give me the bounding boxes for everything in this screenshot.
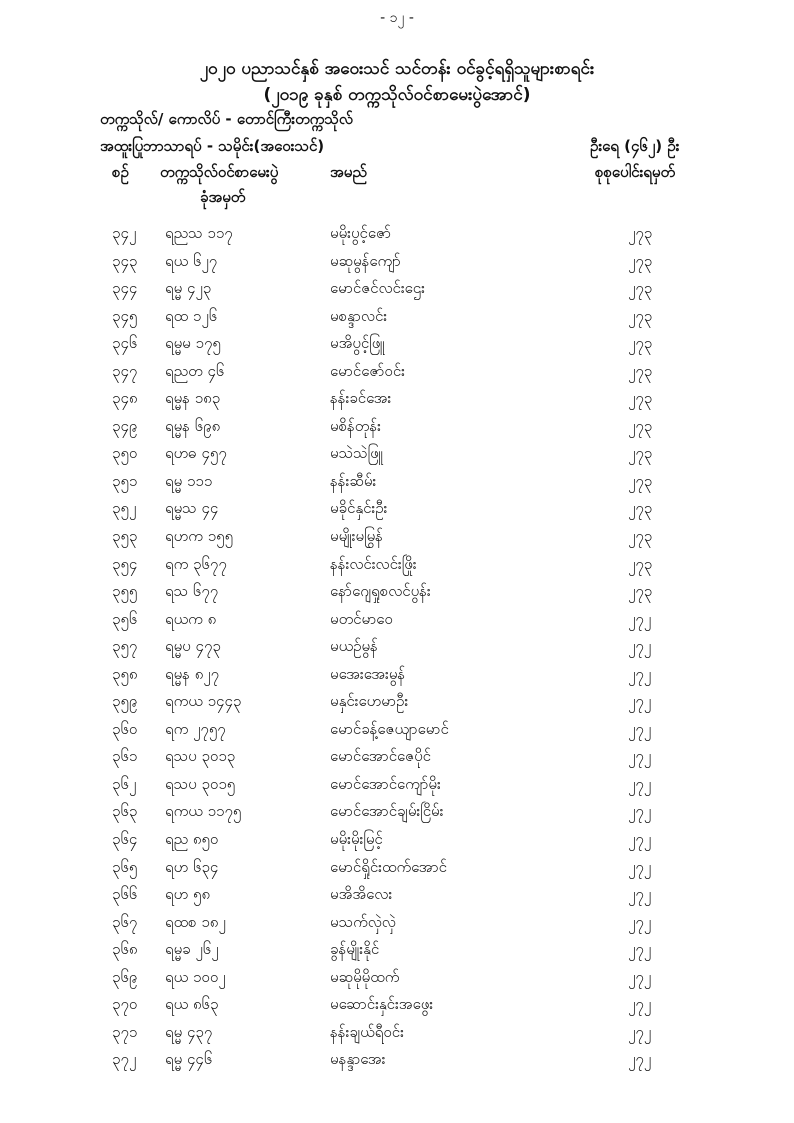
table-row (0, 527, 794, 555)
table-row (0, 858, 794, 886)
row-number: ၃၆၂ (112, 774, 137, 793)
table-row (0, 417, 794, 445)
table-row (0, 472, 794, 500)
roll-number: ရကယ ၁၄၄၃ (165, 692, 242, 711)
student-name: မအိပွင့်ဖြူ (330, 334, 385, 353)
roll-number: ရကယ ၁၁၇၅ (165, 802, 242, 821)
table-row (0, 637, 794, 665)
row-number: ၃၆၈ (112, 940, 138, 959)
student-name: မတင်မာဝေ (330, 609, 393, 628)
total-mark: ၂၇၃ (628, 444, 653, 463)
table-row (0, 665, 794, 693)
roll-number: ရမ္မန ၈၂၇ (165, 664, 220, 683)
roll-number: ရမ္မန ၆၉၈ (165, 416, 221, 435)
total-mark: ၂၇၂ (628, 967, 652, 986)
column-header-name: အမည် (330, 163, 367, 181)
total-mark: ၂၇၃ (628, 582, 653, 601)
roll-number: ရဟ ၆၃၄ (165, 857, 219, 876)
roll-number: ရဟ ၅၈ (165, 885, 211, 904)
student-name: မမိုးပွင့်ဇော် (330, 224, 392, 242)
roll-number: ရမ္မ ၄၄၆ (165, 1050, 213, 1069)
table-row (0, 610, 794, 638)
student-count: ဦးရေ (၄၆၂) ဦး (590, 137, 680, 155)
table-row (0, 499, 794, 527)
row-number: ၃၇၁ (112, 1022, 138, 1041)
student-name: မစန္ဒာလင်း (330, 306, 388, 325)
row-number: ၃၆၃ (112, 802, 138, 821)
table-row (0, 582, 794, 610)
roll-number: ရက ၂၇၅၇ (165, 719, 226, 738)
table-row (0, 334, 794, 362)
total-mark: ၂၇၂ (628, 802, 652, 821)
student-name: မနန္ဒာအေး (330, 1050, 386, 1069)
total-mark: ၂၇၂ (628, 885, 652, 904)
total-mark: ၂၇၂ (628, 692, 652, 711)
total-mark: ၂၇၃ (628, 554, 653, 573)
student-name: မဆောင်းနှင်းအဖွေး (330, 995, 434, 1014)
table-row (0, 802, 794, 830)
table-row (0, 279, 794, 307)
table-row (0, 995, 794, 1023)
table-row (0, 362, 794, 390)
total-mark: ၂၇၃ (628, 279, 653, 298)
row-number: ၃၄၉ (112, 416, 138, 435)
row-number: ၃၄၆ (112, 334, 138, 353)
roll-number: ရယ ၈၆၃ (165, 995, 219, 1014)
student-name: မဆုမွန်ကျော် (330, 251, 401, 270)
row-number: ၃၅၂ (112, 499, 137, 518)
document-title: ၂၀၂၀ ပညာသင်နှစ် အဝေးသင် သင်တန်း ဝင်ခွင့်ရရှိသူများစာရင်း (199, 59, 595, 79)
student-name: မခိုင်နှင်းဦး (330, 499, 388, 518)
total-mark: ၂၇၂ (628, 747, 652, 766)
roll-number: ရမ္မမ ၁၇၅ (165, 334, 221, 353)
total-mark: ၂၇၂ (628, 664, 652, 683)
roll-number: ရထ ၁၂၆ (165, 306, 218, 325)
roll-number: ရမ္မ ၄၃၇ (165, 1022, 213, 1041)
roll-number: ရယ ၁၀၀၂ (165, 967, 226, 986)
total-mark: ၂၇၃ (628, 389, 653, 408)
row-number: ၃၆၆ (112, 885, 138, 904)
roll-number: ရမ္မ ၁၁၁ (165, 471, 213, 490)
student-name: နန်းလင်းလင်းဖြိုး (330, 554, 417, 573)
column-header-no: စဉ် (112, 163, 129, 181)
total-mark: ၂၇၃ (628, 251, 653, 270)
total-mark: ၂၇၂ (628, 1050, 652, 1069)
total-mark: ၂၇၃ (628, 471, 653, 490)
student-name: နော်ဂျေရှုစလင်ပွန်း (330, 582, 431, 601)
table-row (0, 692, 794, 720)
row-number: ၃၅၉ (112, 692, 138, 711)
total-mark: ၂၇၂ (628, 719, 652, 738)
student-name: မမိုးမိုးမြင့် (330, 830, 383, 849)
student-name: မသက်လှဲလှဲ (330, 912, 396, 931)
table-row (0, 307, 794, 335)
table-row (0, 389, 794, 417)
roll-number: ရဟဓ ၄၅၇ (165, 444, 227, 463)
table-row (0, 555, 794, 583)
student-name: မအေးအေးမွန် (330, 664, 406, 683)
total-mark: ၂၇၂ (628, 1022, 652, 1041)
student-list (0, 224, 794, 1078)
table-row (0, 913, 794, 941)
table-row (0, 1023, 794, 1051)
row-number: ၃၄၂ (112, 224, 137, 242)
total-mark: ၂၇၂ (628, 774, 652, 793)
student-name: မောင်ခန့်ဇေယျာမောင် (330, 719, 449, 738)
roll-number: ရမ္မခ ၂၆၂ (165, 940, 219, 959)
row-number: ၃၆၉ (112, 967, 138, 986)
row-number: ၃၄၄ (112, 279, 138, 298)
student-name: မယဉ်မွန် (330, 637, 378, 656)
roll-number: ရသ ၆၇၇ (165, 582, 219, 601)
roll-number: ရညတ ၄၆ (165, 361, 225, 380)
column-header-mark: စုစုပေါင်းရမှတ် (595, 163, 676, 181)
row-number: ၃၄၃ (112, 251, 138, 270)
table-row (0, 830, 794, 858)
total-mark: ၂၇၃ (628, 361, 653, 380)
roll-number: ရယက ၈ (165, 609, 217, 628)
total-mark: ၂၇၂ (628, 830, 652, 849)
table-row (0, 747, 794, 775)
row-number: ၃၅၃ (112, 527, 138, 546)
roll-number: ရယ ၆၂၇ (165, 251, 218, 270)
subject-line: အထူးပြုဘာသာရပ် - သမိုင်း(အဝေးသင်) (100, 137, 325, 155)
column-header-roll: တက္ကသိုလ်ဝင်စာမေးပွဲ (160, 163, 279, 181)
row-number: ၃၄၅ (112, 306, 138, 325)
row-number: ၃၅၅ (112, 582, 138, 601)
student-name: မောင်ဇော်ဝင်း (330, 361, 405, 380)
roll-number: ရမ္မ ၄၂၃ (165, 279, 212, 298)
university-line: တက္ကသိုလ်/ ကောလိပ် - တောင်ကြီးတက္ကသိုလ် (100, 110, 353, 128)
total-mark: ၂၇၃ (628, 306, 653, 325)
table-row (0, 775, 794, 803)
student-name: မဆုမိုမိုထက် (330, 967, 400, 986)
roll-number: ရသပ ၃၀၁၅ (165, 774, 236, 793)
roll-number: ရက ၃၆၇၇ (165, 554, 227, 573)
total-mark: ၂၇၂ (628, 940, 652, 959)
table-row (0, 885, 794, 913)
row-number: ၃၅၁ (112, 471, 138, 490)
total-mark: ၂၇၃ (628, 334, 653, 353)
student-name: မနှင်းဟေမာဦး (330, 692, 409, 711)
student-name: နန်းခင်အေး (330, 389, 392, 408)
document-subtitle: (၂၀၁၉ ခုနှစ် တက္ကသိုလ်ဝင်စာမေးပွဲအောင်) (263, 85, 531, 105)
student-name: မောင်အောင်ကျော်မိုး (330, 774, 441, 793)
student-name: မအိအိလေး (330, 885, 393, 904)
student-name: မောင်ဇင်လင်းဌေး (330, 279, 425, 298)
table-row (0, 968, 794, 996)
student-name: မစိန်တုန်း (330, 416, 381, 435)
roll-number: ရည ၈၅၀ (165, 830, 219, 849)
row-number: ၃၇၂ (112, 1050, 137, 1069)
roll-number: ရမ္မသ ၄၄ (165, 499, 219, 518)
total-mark: ၂၇၃ (628, 527, 653, 546)
student-name: မောင်အောင်ချမ်းငြိမ်း (330, 802, 444, 821)
table-row (0, 720, 794, 748)
column-header-roll-line2: ခုံအမှတ် (200, 188, 246, 206)
roll-number: ရဟက ၁၅၅ (165, 527, 234, 546)
row-number: ၃၆၅ (112, 857, 138, 876)
total-mark: ၂၇၂ (628, 995, 652, 1014)
student-name: ခွန်မျိုးနိုင် (330, 940, 380, 959)
row-number: ၃၄၇ (112, 361, 138, 380)
student-name: မသဲသဲဖြူ (330, 444, 383, 463)
row-number: ၃၆၄ (112, 830, 138, 849)
row-number: ၃၅၀ (112, 444, 138, 463)
page-number: - ၁၂ - (380, 10, 414, 26)
row-number: ၃၅၈ (112, 664, 138, 683)
student-name: မောင်အောင်ဇေပိုင် (330, 747, 431, 766)
roll-number: ရညသ ၁၁၇ (165, 224, 233, 242)
roll-number: ရမ္မပ ၄၇၃ (165, 637, 221, 656)
row-number: ၃၅၇ (112, 637, 138, 656)
student-name: မောင်ရှိုင်းထက်အောင် (330, 857, 447, 876)
table-row (0, 1050, 794, 1078)
table-row (0, 940, 794, 968)
row-number: ၃၆၀ (112, 719, 138, 738)
row-number: ၃၆၇ (112, 912, 138, 931)
total-mark: ၂၇၃ (628, 499, 653, 518)
table-row (0, 444, 794, 472)
row-number: ၃၇၀ (112, 995, 138, 1014)
total-mark: ၂၇၂ (628, 912, 652, 931)
row-number: ၃၅၄ (112, 554, 138, 573)
roll-number: ရမ္မန ၁၈၃ (165, 389, 221, 408)
table-row (0, 252, 794, 280)
row-number: ၃၆၁ (112, 747, 138, 766)
total-mark: ၂၇၂ (628, 609, 652, 628)
student-name: မမျိုးမမြွန် (330, 527, 383, 546)
total-mark: ၂၇၃ (628, 224, 653, 242)
table-row (0, 224, 794, 252)
row-number: ၃၄၈ (112, 389, 138, 408)
total-mark: ၂၇၂ (628, 637, 652, 656)
total-mark: ၂၇၃ (628, 416, 653, 435)
student-name: နန်းဆီမ်း (330, 471, 377, 490)
total-mark: ၂၇၂ (628, 857, 652, 876)
student-name: နန်းချယ်ရီဝင်း (330, 1022, 404, 1041)
roll-number: ရသပ ၃၀၁၃ (165, 747, 236, 766)
row-number: ၃၅၆ (112, 609, 138, 628)
roll-number: ရထစ ၁၈၂ (165, 912, 226, 931)
